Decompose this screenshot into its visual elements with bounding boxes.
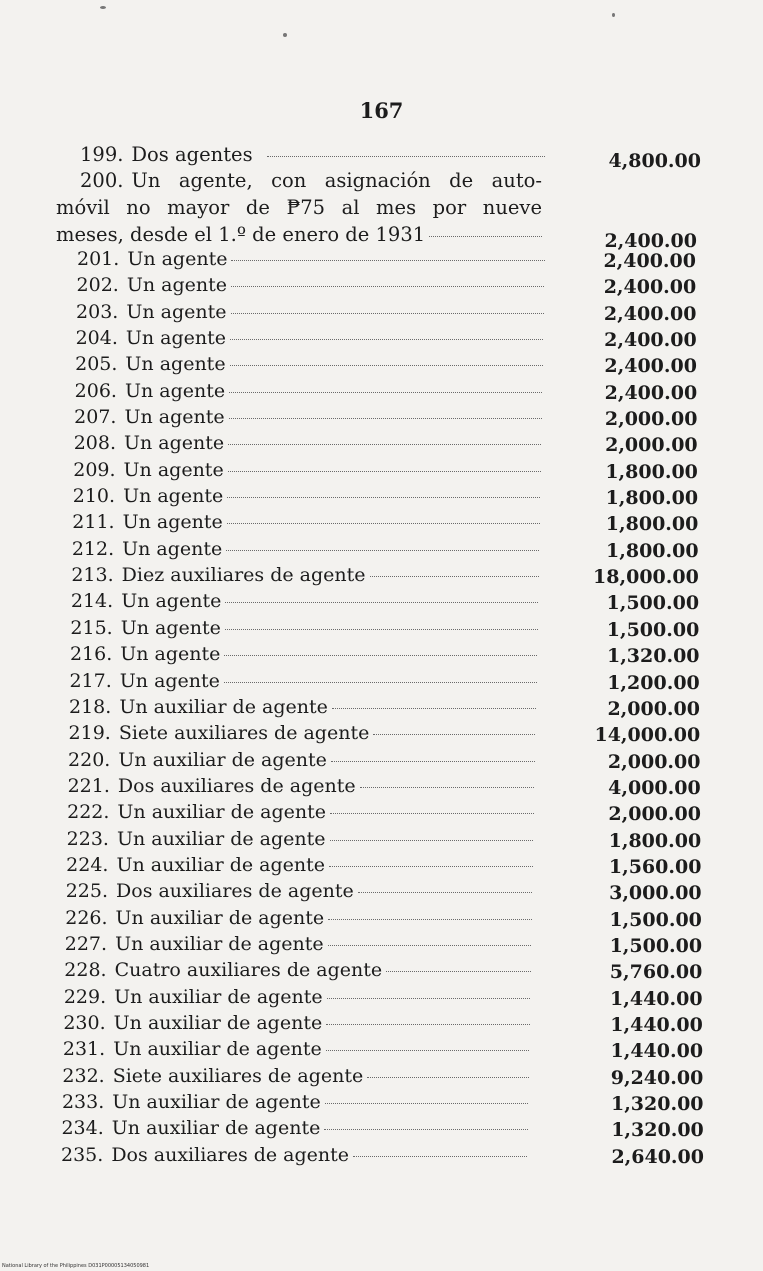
dot-leader — [229, 392, 542, 393]
entry-amount: 3,000.00 — [609, 882, 702, 905]
entry-description-line: meses, desde el 1.º de enero de 1931 — [56, 223, 426, 246]
entry-number: 221. — [67, 774, 110, 797]
entry-description: Un auxiliar de agente — [117, 801, 326, 824]
table-row — [0, 325, 763, 351]
dot-leader — [228, 471, 541, 472]
entry-amount: 1,800.00 — [606, 539, 699, 562]
table-row — [0, 430, 763, 456]
table-row — [0, 457, 763, 483]
dot-leader — [332, 708, 536, 709]
table-row — [0, 588, 763, 614]
entry-description: Un auxiliar de agente — [118, 748, 327, 771]
table-row — [0, 905, 763, 931]
entry-amount: 2,400.00 — [604, 230, 697, 252]
table-row — [0, 404, 763, 430]
entry-number: 219. — [68, 722, 111, 745]
entry-number: 215. — [70, 616, 113, 639]
entry-number: 230. — [63, 1011, 106, 1034]
entry-number: 210. — [72, 485, 116, 508]
entry-number: 226. — [65, 906, 108, 929]
entry-amount: 1,440.00 — [610, 1013, 703, 1036]
entry-amount: 18,000.00 — [593, 566, 699, 589]
entry-description: Un auxiliar de agente — [116, 853, 326, 876]
entry-description: Un agente — [120, 643, 221, 666]
dot-leader — [330, 840, 534, 841]
entry-amount: 2,400.00 — [603, 302, 697, 325]
dot-leader — [231, 260, 545, 261]
entry-number: 235. — [61, 1143, 104, 1166]
dot-leader — [267, 156, 545, 157]
dot-leader — [227, 523, 540, 524]
entry-amount: 1,320.00 — [606, 645, 700, 668]
table-row — [0, 378, 763, 404]
dot-leader — [227, 497, 540, 498]
table-row — [0, 984, 763, 1010]
entry-amount: 2,400.00 — [604, 355, 697, 378]
dot-leader — [328, 919, 532, 920]
entry-description: Un agente — [124, 379, 226, 402]
dot-leader — [360, 787, 535, 788]
entry-description: Siete auxiliares de agente — [112, 1064, 364, 1087]
table-row — [0, 826, 763, 852]
entry-amount: 2,000.00 — [605, 434, 698, 457]
dot-leader — [386, 971, 531, 972]
entry-description-line: móvil no mayor de ₱75 al mes por nueve — [56, 196, 542, 219]
entry-description: Dos agentes — [131, 143, 253, 166]
entry-number: 231. — [62, 1038, 106, 1061]
entry-amount: 2,400.00 — [603, 276, 697, 299]
table-row — [0, 747, 763, 773]
dot-leader — [231, 313, 544, 314]
page-number: 167 — [359, 98, 404, 123]
table-row — [0, 852, 763, 878]
entry-amount: 2,000.00 — [607, 697, 700, 720]
entry-number: 200. — [80, 169, 124, 192]
table-row — [0, 773, 763, 799]
table-row — [0, 720, 763, 746]
table-row — [0, 246, 763, 272]
entry-description: Un agente — [122, 537, 223, 560]
entry-description: Un agente — [122, 511, 223, 534]
table-row — [0, 483, 763, 509]
dot-leader — [329, 866, 533, 867]
entry-number: 228. — [64, 959, 107, 982]
table-row — [0, 299, 763, 325]
entry-number: 214. — [70, 590, 114, 613]
entry-amount: 2,000.00 — [607, 750, 701, 773]
entry-number: 205. — [75, 353, 118, 376]
dot-leader — [373, 734, 535, 735]
dot-leader — [429, 236, 542, 237]
table-row — [0, 878, 763, 904]
dot-leader — [324, 1129, 527, 1130]
entry-description: Dos auxiliares de agente — [111, 1143, 350, 1166]
table-row — [0, 694, 763, 720]
table-row — [0, 799, 763, 825]
entry-description: Un agente — [123, 485, 224, 508]
table-row — [0, 615, 763, 641]
table-row — [0, 1142, 763, 1168]
entry-description: Dos auxiliares de agente — [116, 880, 354, 903]
table-row — [0, 1115, 763, 1141]
entry-description: Un auxiliar de agente — [112, 1091, 321, 1113]
entry-amount: 1,800.00 — [605, 487, 699, 510]
entry-number: 229. — [63, 985, 107, 1008]
dot-leader — [230, 365, 543, 366]
entry-description: Un auxiliar de agente — [111, 1117, 321, 1140]
entry-number: 213. — [71, 564, 114, 587]
entry-amount: 2,400.00 — [604, 329, 697, 352]
entry-description: Un agente — [126, 274, 227, 297]
entry-amount: 9,240.00 — [610, 1066, 704, 1089]
entry-description: Un agente — [120, 616, 221, 639]
entry-amount: 14,000.00 — [594, 724, 701, 747]
dot-leader — [225, 629, 538, 630]
entry-amount: 1,440.00 — [610, 1040, 704, 1063]
entry-200 — [0, 168, 763, 252]
entry-number: 201. — [77, 248, 120, 270]
entry-number: 224. — [66, 853, 109, 876]
entry-number: 207. — [74, 406, 117, 429]
entry-description: Siete auxiliares de agente — [118, 722, 370, 745]
entry-description: Un auxiliar de agente — [115, 932, 324, 955]
table-row — [0, 1063, 763, 1089]
table-row — [0, 957, 763, 983]
dot-leader — [224, 655, 537, 656]
entry-amount: 2,000.00 — [608, 803, 701, 826]
entry-description: Un agente — [126, 300, 227, 323]
dot-leader — [230, 339, 543, 340]
entry-description: Un agente — [124, 406, 225, 429]
entry-amount: 1,440.00 — [610, 987, 703, 1010]
entry-description: Un auxiliar de agente — [115, 906, 325, 929]
dot-leader — [231, 286, 544, 287]
table-row — [0, 931, 763, 957]
entry-description: Un auxiliar de agente — [116, 827, 326, 850]
entry-amount: 1,200.00 — [607, 671, 700, 694]
entry-description: Diez auxiliares de agente — [121, 564, 366, 587]
dot-leader — [326, 1024, 529, 1025]
entry-description: Un agente — [121, 590, 222, 613]
entry-amount: 1,500.00 — [609, 934, 703, 957]
entry-amount: 1,560.00 — [608, 855, 702, 878]
entry-amount: 1,800.00 — [605, 460, 698, 483]
table-row — [0, 536, 763, 562]
entry-description: Un agente — [125, 327, 227, 350]
entry-number: 199. — [80, 143, 124, 166]
dot-leader — [326, 1050, 529, 1051]
entry-description: Un agente — [125, 353, 226, 376]
entry-199 — [0, 142, 763, 172]
scan-speck — [100, 6, 106, 9]
entry-number: 208. — [73, 432, 117, 455]
entry-number: 232. — [62, 1064, 105, 1087]
table-row — [0, 641, 763, 667]
scan-speck — [283, 33, 287, 37]
entry-amount: 1,800.00 — [605, 513, 699, 536]
entry-amount: 1,320.00 — [611, 1119, 704, 1142]
dot-leader — [224, 682, 537, 683]
table-row — [0, 1089, 763, 1115]
dot-leader — [325, 1103, 528, 1104]
dot-leader — [228, 444, 541, 445]
entry-description: Un auxiliar de agente — [113, 1038, 322, 1061]
entry-number: 209. — [73, 458, 116, 481]
dot-leader — [328, 945, 532, 946]
entry-amount: 2,640.00 — [611, 1145, 704, 1168]
entry-number: 233. — [61, 1091, 105, 1113]
entry-description: Un agente — [119, 669, 220, 692]
entry-description: Un auxiliar de agente — [113, 1011, 323, 1034]
dot-leader — [353, 1156, 527, 1157]
dot-leader — [358, 892, 533, 893]
entry-number: 202. — [76, 274, 119, 297]
entry-number: 220. — [68, 748, 111, 771]
dot-leader — [229, 418, 542, 419]
entry-number: 211. — [72, 511, 115, 534]
entry-number: 212. — [71, 537, 115, 560]
entry-description: Un auxiliar de agente — [114, 985, 323, 1008]
dot-leader — [226, 550, 539, 551]
entry-description: Un agente — [124, 432, 225, 455]
table-row — [0, 668, 763, 694]
entry-description: Cuatro auxiliares de agente — [114, 959, 383, 982]
table-row — [0, 351, 763, 377]
entry-amount: 1,800.00 — [608, 829, 702, 852]
entry-amount: 4,000.00 — [608, 776, 701, 799]
entry-number: 217. — [69, 669, 112, 692]
entry-description: Dos auxiliares de agente — [117, 774, 356, 797]
entry-number: 223. — [66, 827, 109, 850]
dot-leader — [367, 1077, 528, 1078]
entry-amount: 2,400.00 — [604, 381, 698, 404]
entry-amount: 2,400.00 — [603, 250, 696, 272]
entry-number: 234. — [61, 1117, 104, 1140]
entry-description: Un agente — [123, 458, 224, 481]
entry-amount: 1,320.00 — [610, 1093, 704, 1115]
entry-description: Un agente — [127, 248, 228, 270]
entry-amount: 2,000.00 — [604, 408, 698, 431]
footer-credit: National Library of the Philippines D031P00005134050981 — [2, 1263, 150, 1269]
entry-amount: 4,800.00 — [608, 150, 701, 172]
entry-number: 204. — [75, 327, 118, 350]
entry-amount: 1,500.00 — [606, 592, 700, 615]
scan-speck — [612, 13, 615, 17]
dot-leader — [331, 761, 535, 762]
entry-amount: 5,760.00 — [609, 961, 703, 984]
entry-description: Un auxiliar de agente — [119, 695, 328, 718]
dot-leader — [330, 813, 534, 814]
entry-amount: 1,500.00 — [609, 908, 702, 931]
entry-number: 227. — [64, 932, 108, 955]
entry-amount: 1,500.00 — [606, 618, 700, 641]
entries-list — [0, 246, 763, 1168]
entry-number: 216. — [69, 643, 113, 666]
dot-leader — [370, 576, 539, 577]
entry-number: 218. — [69, 695, 112, 718]
dot-leader — [225, 602, 538, 603]
entry-number: 203. — [76, 300, 119, 323]
table-row — [0, 562, 763, 588]
table-row — [0, 1036, 763, 1062]
table-row — [0, 509, 763, 535]
entry-description-line: Un agente, con asignación de auto- — [131, 169, 542, 192]
entry-number: 222. — [67, 801, 110, 824]
table-row — [0, 272, 763, 298]
entry-number: 206. — [74, 379, 117, 402]
dot-leader — [327, 998, 530, 999]
table-row — [0, 1010, 763, 1036]
entry-number: 225. — [65, 880, 109, 903]
